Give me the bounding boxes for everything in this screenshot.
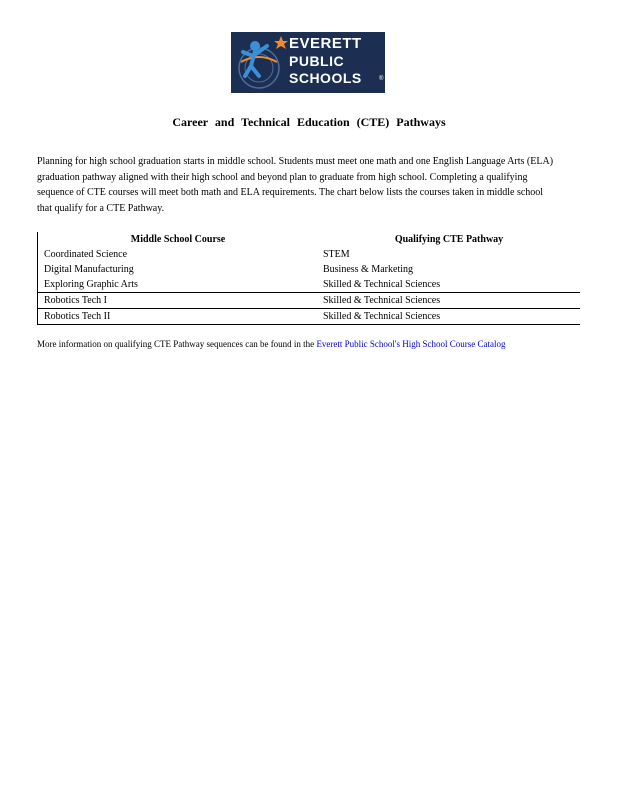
- course-cell: Robotics Tech I: [38, 293, 319, 309]
- table-row: [38, 309, 581, 325]
- pathway-cell: Skilled & Technical Sciences: [318, 309, 580, 325]
- table-header-row: [38, 232, 581, 247]
- district-logo: [231, 32, 385, 93]
- more-info-text: More information on qualifying CTE Pathway sequences can be found in the: [37, 339, 317, 349]
- header-qualifying-pathway: Qualifying CTE Pathway: [394, 234, 504, 245]
- more-info-note: [37, 339, 506, 349]
- course-cell: Robotics Tech II: [38, 309, 319, 325]
- course-catalog-link[interactable]: Everett Public School's High School Course Catalog: [316, 339, 506, 349]
- course-pathway-table: [37, 232, 580, 325]
- registered-mark: ®: [379, 76, 384, 82]
- pathway-cell: Business & Marketing: [323, 264, 413, 275]
- table-row: [38, 277, 581, 293]
- pathway-cell: Skilled & Technical Sciences: [323, 279, 441, 290]
- logo-word-schools: SCHOOLS: [289, 70, 362, 86]
- intro-paragraph: Planning for high school graduation starts in middle school. Students must meet one math and one English Language Arts (ELA) graduation pathway aligned with their high school and beyond plan to graduate from high school. Completing a qualifying sequence of CTE courses will meet both math and ELA requirements. The chart below lists the courses taken in middle school that qualify for a CTE Pathway.: [37, 156, 554, 214]
- table-row: [38, 262, 581, 277]
- pathway-cell: Skilled & Technical Sciences: [318, 293, 580, 309]
- course-cell: Coordinated Science: [44, 249, 128, 260]
- header-middle-school-course: Middle School Course: [130, 234, 226, 245]
- course-cell: Digital Manufacturing: [44, 264, 134, 275]
- table-row: [38, 247, 581, 262]
- course-cell: Exploring Graphic Arts: [44, 279, 138, 290]
- table-row: [38, 293, 581, 309]
- pathway-cell: STEM: [323, 249, 350, 260]
- logo-word-everett: EVERETT: [289, 35, 362, 52]
- figure-emblem-icon: [231, 32, 291, 93]
- page-title: Career and Technical Education (CTE) Pathways: [172, 115, 446, 129]
- logo-word-public: PUBLIC: [289, 53, 345, 69]
